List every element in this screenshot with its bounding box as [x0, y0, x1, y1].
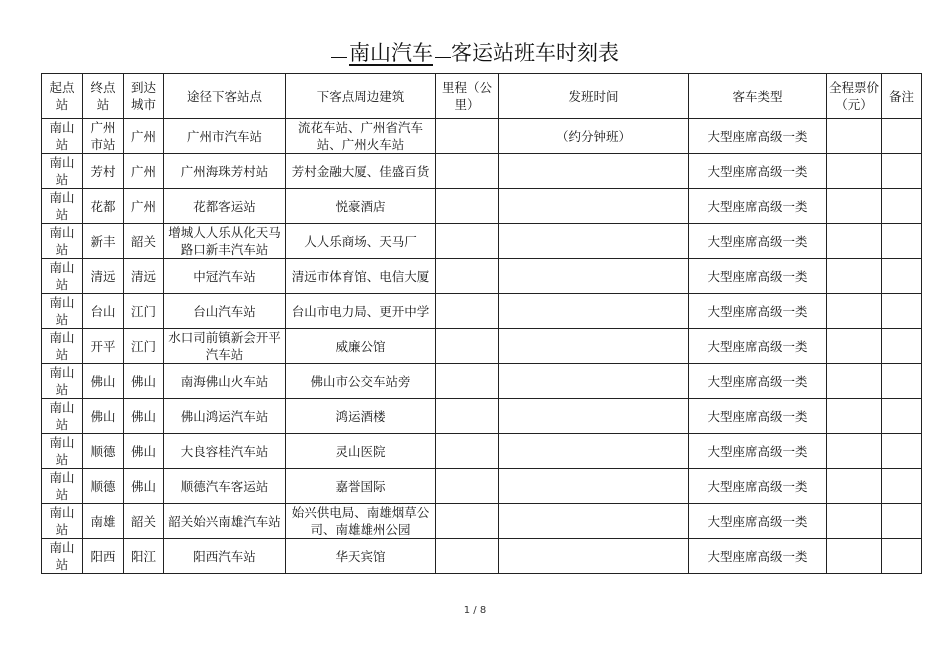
- table-row: [42, 434, 922, 469]
- header-fare: 全程票价（元）: [827, 74, 882, 119]
- cell-fare: [827, 504, 882, 539]
- header-landmarks: 下客点周边建筑: [286, 74, 436, 119]
- cell-remarks: [882, 399, 922, 434]
- table-row: [42, 224, 922, 259]
- cell-mileage: [436, 434, 499, 469]
- header-remarks: 备注: [882, 74, 922, 119]
- cell-stops: 广州市汽车站: [164, 119, 286, 154]
- cell-departure: [499, 469, 689, 504]
- cell-origin: 南山站: [42, 329, 83, 364]
- title-station-name: 南山汽车: [349, 41, 433, 65]
- cell-bus-type: 大型座席高级一类: [689, 259, 827, 294]
- cell-stops: 广州海珠芳村站: [164, 154, 286, 189]
- cell-terminal: 清远: [83, 259, 124, 294]
- cell-city: 佛山: [124, 434, 164, 469]
- cell-city: 佛山: [124, 469, 164, 504]
- cell-departure: [499, 539, 689, 574]
- cell-bus-type: 大型座席高级一类: [689, 539, 827, 574]
- cell-bus-type: 大型座席高级一类: [689, 154, 827, 189]
- cell-remarks: [882, 119, 922, 154]
- cell-landmarks: 威廉公馆: [286, 329, 436, 364]
- page-indicator: 1 / 8: [463, 605, 487, 616]
- cell-city: 韶关: [124, 224, 164, 259]
- document-title: [0, 38, 950, 68]
- cell-mileage: [436, 504, 499, 539]
- cell-departure: [499, 434, 689, 469]
- table-row: [42, 364, 922, 399]
- cell-landmarks: 佛山市公交车站旁: [286, 364, 436, 399]
- cell-bus-type: 大型座席高级一类: [689, 329, 827, 364]
- cell-remarks: [882, 539, 922, 574]
- cell-origin: 南山站: [42, 469, 83, 504]
- cell-departure: [499, 329, 689, 364]
- table-row: [42, 189, 922, 224]
- cell-stops: 阳西汽车站: [164, 539, 286, 574]
- cell-bus-type: 大型座席高级一类: [689, 364, 827, 399]
- cell-city: 广州: [124, 189, 164, 224]
- table-row: [42, 539, 922, 574]
- table-row: [42, 399, 922, 434]
- cell-stops: 增城人人乐从化天马路口新丰汽车站: [164, 224, 286, 259]
- cell-remarks: [882, 294, 922, 329]
- cell-mileage: [436, 189, 499, 224]
- cell-city: 广州: [124, 119, 164, 154]
- cell-origin: 南山站: [42, 364, 83, 399]
- cell-stops: 中冠汽车站: [164, 259, 286, 294]
- cell-city: 广州: [124, 154, 164, 189]
- cell-origin: 南山站: [42, 539, 83, 574]
- cell-mileage: [436, 294, 499, 329]
- cell-remarks: [882, 364, 922, 399]
- cell-departure: [499, 504, 689, 539]
- cell-bus-type: 大型座席高级一类: [689, 189, 827, 224]
- cell-city: 佛山: [124, 364, 164, 399]
- cell-landmarks: 人人乐商场、天马厂: [286, 224, 436, 259]
- cell-landmarks: 芳村金融大厦、佳盛百货: [286, 154, 436, 189]
- title-suffix: 客运站班车时刻表: [451, 41, 619, 65]
- cell-stops: 韶关始兴南雄汽车站: [164, 504, 286, 539]
- header-mileage: 里程（公里）: [436, 74, 499, 119]
- cell-remarks: [882, 189, 922, 224]
- cell-origin: 南山站: [42, 224, 83, 259]
- cell-remarks: [882, 469, 922, 504]
- cell-bus-type: 大型座席高级一类: [689, 294, 827, 329]
- table-row: [42, 504, 922, 539]
- cell-city: 韶关: [124, 504, 164, 539]
- cell-landmarks: 始兴供电局、南雄烟草公司、南雄雄州公园: [286, 504, 436, 539]
- cell-remarks: [882, 154, 922, 189]
- cell-origin: 南山站: [42, 434, 83, 469]
- cell-stops: 大良容桂汽车站: [164, 434, 286, 469]
- cell-terminal: 顺德: [83, 469, 124, 504]
- cell-stops: 花都客运站: [164, 189, 286, 224]
- cell-terminal: 芳村: [83, 154, 124, 189]
- cell-city: 佛山: [124, 399, 164, 434]
- cell-terminal: 开平: [83, 329, 124, 364]
- cell-fare: [827, 119, 882, 154]
- cell-origin: 南山站: [42, 154, 83, 189]
- cell-remarks: [882, 434, 922, 469]
- cell-fare: [827, 364, 882, 399]
- cell-fare: [827, 399, 882, 434]
- cell-fare: [827, 189, 882, 224]
- cell-landmarks: 台山市电力局、更开中学: [286, 294, 436, 329]
- cell-mileage: [436, 329, 499, 364]
- cell-departure: [499, 294, 689, 329]
- cell-bus-type: 大型座席高级一类: [689, 224, 827, 259]
- cell-mileage: [436, 469, 499, 504]
- title-underline-lead: [331, 56, 347, 58]
- cell-departure: [499, 189, 689, 224]
- table-row: [42, 119, 922, 154]
- cell-bus-type: 大型座席高级一类: [689, 504, 827, 539]
- cell-departure: [499, 364, 689, 399]
- cell-remarks: [882, 224, 922, 259]
- cell-terminal: 南雄: [83, 504, 124, 539]
- table-row: [42, 329, 922, 364]
- cell-fare: [827, 329, 882, 364]
- cell-mileage: [436, 399, 499, 434]
- cell-departure: [499, 224, 689, 259]
- cell-city: 阳江: [124, 539, 164, 574]
- cell-landmarks: 华天宾馆: [286, 539, 436, 574]
- cell-remarks: [882, 504, 922, 539]
- schedule-table: [41, 73, 922, 574]
- cell-remarks: [882, 259, 922, 294]
- cell-departure: （约分钟班）: [499, 119, 689, 154]
- cell-stops: 南海佛山火车站: [164, 364, 286, 399]
- title-underline-gap: [435, 56, 451, 58]
- cell-stops: 水口司前镇新会开平汽车站: [164, 329, 286, 364]
- cell-terminal: 阳西: [83, 539, 124, 574]
- cell-fare: [827, 224, 882, 259]
- cell-origin: 南山站: [42, 504, 83, 539]
- cell-bus-type: 大型座席高级一类: [689, 469, 827, 504]
- header-stops: 途径下客站点: [164, 74, 286, 119]
- cell-bus-type: 大型座席高级一类: [689, 399, 827, 434]
- cell-terminal: 顺德: [83, 434, 124, 469]
- cell-landmarks: 清远市体育馆、电信大厦: [286, 259, 436, 294]
- cell-stops: 顺德汽车客运站: [164, 469, 286, 504]
- cell-fare: [827, 259, 882, 294]
- header-terminal: 终点站: [83, 74, 124, 119]
- cell-bus-type: 大型座席高级一类: [689, 119, 827, 154]
- cell-departure: [499, 259, 689, 294]
- table-header-row: [42, 74, 922, 119]
- cell-landmarks: 流花车站、广州省汽车站、广州火车站: [286, 119, 436, 154]
- header-city: 到达城市: [124, 74, 164, 119]
- cell-fare: [827, 154, 882, 189]
- cell-terminal: 广州市站: [83, 119, 124, 154]
- cell-stops: 台山汽车站: [164, 294, 286, 329]
- cell-landmarks: 嘉誉国际: [286, 469, 436, 504]
- cell-origin: 南山站: [42, 294, 83, 329]
- cell-departure: [499, 399, 689, 434]
- schedule-body: [42, 119, 922, 574]
- table-row: [42, 154, 922, 189]
- table-row: [42, 294, 922, 329]
- table-row: [42, 259, 922, 294]
- cell-terminal: 花都: [83, 189, 124, 224]
- cell-origin: 南山站: [42, 399, 83, 434]
- cell-terminal: 台山: [83, 294, 124, 329]
- cell-mileage: [436, 259, 499, 294]
- table-row: [42, 469, 922, 504]
- cell-mileage: [436, 224, 499, 259]
- cell-fare: [827, 469, 882, 504]
- cell-departure: [499, 154, 689, 189]
- cell-terminal: 佛山: [83, 399, 124, 434]
- cell-landmarks: 鸿运酒楼: [286, 399, 436, 434]
- cell-origin: 南山站: [42, 259, 83, 294]
- cell-origin: 南山站: [42, 119, 83, 154]
- cell-city: 江门: [124, 294, 164, 329]
- cell-origin: 南山站: [42, 189, 83, 224]
- cell-fare: [827, 434, 882, 469]
- cell-landmarks: 悦豪酒店: [286, 189, 436, 224]
- cell-mileage: [436, 119, 499, 154]
- cell-terminal: 新丰: [83, 224, 124, 259]
- cell-mileage: [436, 364, 499, 399]
- cell-city: 清远: [124, 259, 164, 294]
- cell-mileage: [436, 539, 499, 574]
- cell-terminal: 佛山: [83, 364, 124, 399]
- header-origin: 起点站: [42, 74, 83, 119]
- cell-mileage: [436, 154, 499, 189]
- cell-city: 江门: [124, 329, 164, 364]
- cell-fare: [827, 294, 882, 329]
- header-departure: 发班时间: [499, 74, 689, 119]
- cell-landmarks: 灵山医院: [286, 434, 436, 469]
- header-bus-type: 客车类型: [689, 74, 827, 119]
- cell-bus-type: 大型座席高级一类: [689, 434, 827, 469]
- cell-remarks: [882, 329, 922, 364]
- cell-fare: [827, 539, 882, 574]
- cell-stops: 佛山鸿运汽车站: [164, 399, 286, 434]
